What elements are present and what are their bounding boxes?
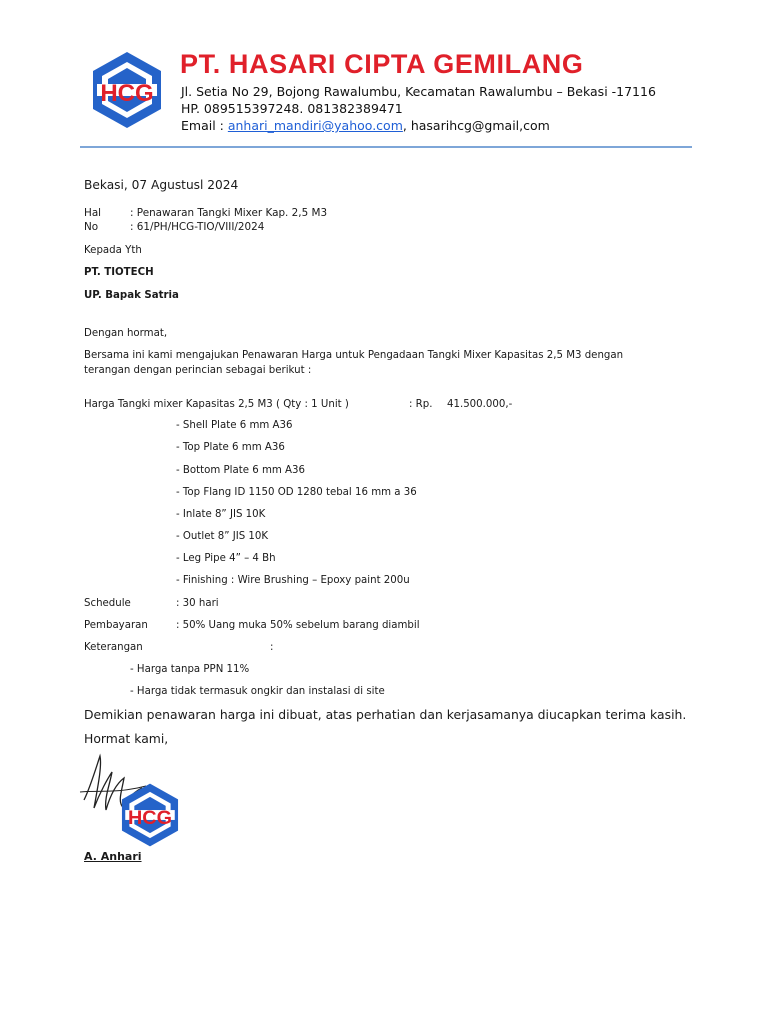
regards: Hormat kami, [84, 731, 169, 746]
schedule-label: Schedule [84, 598, 131, 609]
hal-label: Hal [84, 207, 102, 219]
hal-value: : Penawaran Tangki Mixer Kap. 2,5 M3 [130, 207, 328, 219]
company-email-line [181, 118, 550, 133]
email-link[interactable]: anhari_mandiri@yahoo.com [227, 118, 403, 133]
price-currency: : Rp. [409, 399, 433, 410]
email-secondary: , hasarihcg@gmail,com [402, 118, 550, 133]
closing-statement: Demikian penawaran harga ini dibuat, atas perhatian dan kerjasamanya diucapkan terima kasih. [84, 707, 687, 722]
company-stamp-logo [120, 782, 180, 848]
spec-item: - Leg Pipe 4” – 4 Bh [176, 553, 276, 564]
spec-item: - Top Flang ID 1150 OD 1280 tebal 16 mm a 36 [176, 487, 417, 498]
price-label: Harga Tangki mixer Kapasitas 2,5 M3 ( Qty : 1 Unit ) [84, 399, 349, 410]
no-value: : 61/PH/HCG-TIO/VIII/2024 [130, 221, 265, 233]
stamp-logo-text: HCG [128, 807, 172, 830]
no-label: No [84, 221, 99, 233]
note-item: - Harga tidak termasuk ongkir dan instalasi di site [130, 686, 385, 697]
payment-label: Pembayaran [84, 620, 148, 631]
company-logo [91, 50, 163, 130]
intro-line-2: terangan dengan perincian sebagai berikut : [84, 365, 312, 376]
recipient-up: UP. Bapak Satria [84, 290, 179, 301]
signatory-name: A. Anhari [84, 850, 142, 863]
spec-item: - Bottom Plate 6 mm A36 [176, 465, 305, 476]
notes-label: Keterangan [84, 642, 143, 653]
greeting: Dengan hormat, [84, 328, 168, 339]
spec-item: - Inlate 8” JIS 10K [176, 509, 266, 520]
spec-item: - Outlet 8” JIS 10K [176, 531, 269, 542]
spec-item: - Finishing : Wire Brushing – Epoxy paint 200u [176, 575, 410, 586]
intro-line-1: Bersama ini kami mengajukan Penawaran Harga untuk Pengadaan Tangki Mixer Kapasitas 2,5 M3 dengan [84, 350, 624, 361]
company-name: PT. HASARI CIPTA GEMILANG [180, 49, 584, 79]
schedule-value: : 30 hari [176, 598, 219, 609]
spec-item: - Top Plate 6 mm A36 [176, 442, 285, 453]
recipient-company: PT. TIOTECH [84, 267, 154, 278]
letter-date: Bekasi, 07 Agustusl 2024 [84, 178, 239, 192]
email-label: Email : [181, 118, 228, 133]
spec-item: - Shell Plate 6 mm A36 [176, 420, 293, 431]
company-address: Jl. Setia No 29, Bojong Rawalumbu, Kecamatan Rawalumbu – Bekasi -17116 [181, 84, 656, 99]
note-item: - Harga tanpa PPN 11% [130, 664, 250, 675]
header-divider [80, 146, 692, 148]
notes-colon: : [270, 642, 274, 653]
company-phone: HP. 089515397248. 081382389471 [181, 101, 403, 116]
recipient-kepada: Kepada Yth [84, 245, 142, 256]
price-amount: 41.500.000,- [447, 399, 513, 410]
payment-value: : 50% Uang muka 50% sebelum barang diambil [176, 620, 420, 631]
logo-text: HCG [100, 80, 154, 107]
